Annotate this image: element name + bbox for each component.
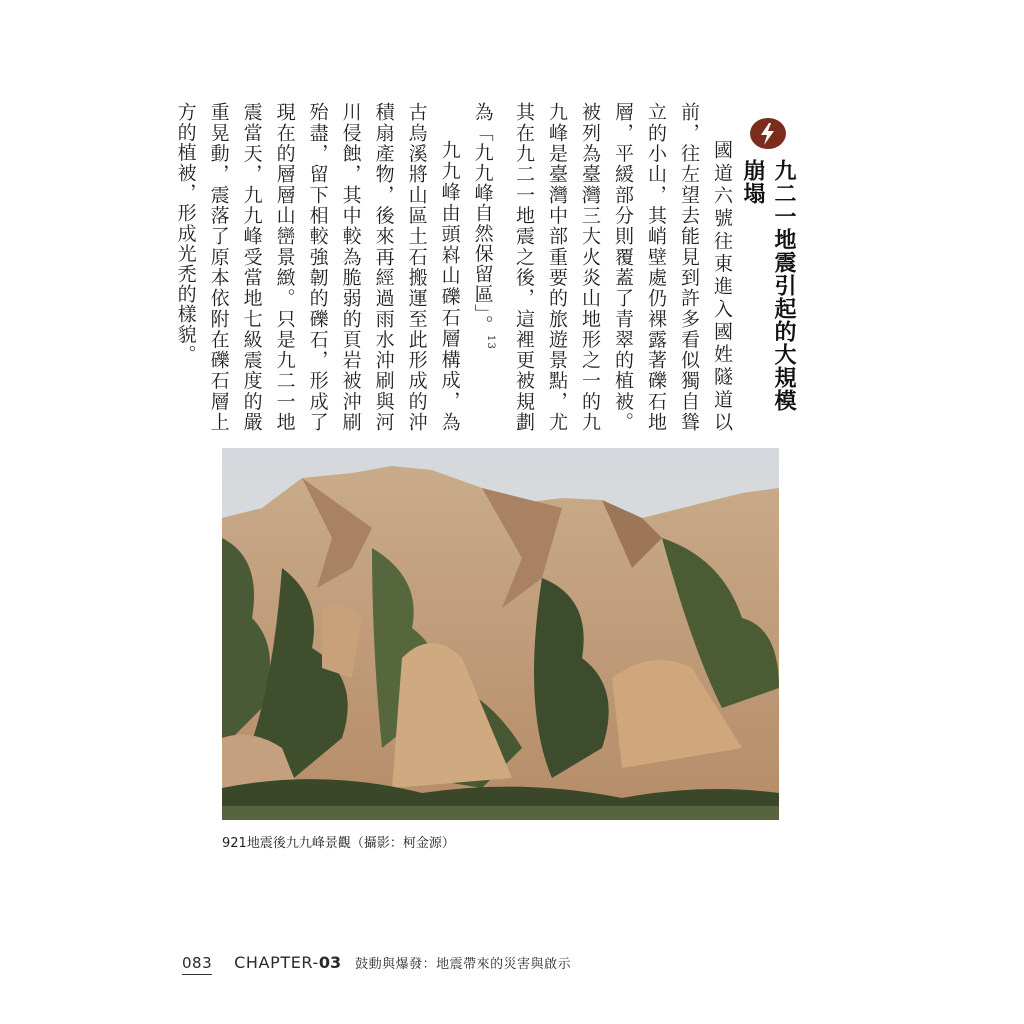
chapter-title: 鼓動與爆發：地震帶來的災害與啟示 bbox=[355, 957, 572, 972]
paragraph-text: 國道六號往東進入國姓隧道以前，往左望去能見到許多看似獨自聳立的小山，其峭壁處仍裸露著礫石地層，平緩部分則覆蓋了青翠的植被。被列為臺灣三大火炎山地形之一的九九峰是臺灣中部重要的旅遊景點，尤其在九二一地震之後，這裡更被規劃為「九九峰自然保留區」。 bbox=[471, 102, 733, 432]
article-body bbox=[174, 102, 738, 432]
paragraph: 九九峰由頭嵙山礫石層構成，為古烏溪將山區土石搬運至此形成的沖積扇產物，後來再經過雨水沖刷與河川侵蝕，其中較為脆弱的頁岩被沖刷殆盡，留下相較強韌的礫石，形成了現在的層層山巒景緻。只是九二一地震當天，九九峰受當地七級震度的嚴重晃動，震落了原本依附在礫石層上方的植被，形成光禿的樣貌。 bbox=[174, 102, 461, 432]
section-heading bbox=[740, 118, 796, 418]
page-footer bbox=[182, 953, 571, 975]
chapter-number: 03 bbox=[318, 953, 342, 972]
photo-caption: 921地震後九九峰景觀（攝影：柯金源） bbox=[222, 836, 455, 851]
chapter-label: CHAPTER- bbox=[234, 953, 319, 972]
landscape-photo bbox=[222, 448, 779, 820]
paragraph bbox=[466, 102, 738, 432]
lightning-icon bbox=[750, 118, 786, 149]
page-number: 083 bbox=[182, 954, 212, 975]
section-title: 九二一地震引起的大規模崩塌 bbox=[740, 159, 796, 413]
footnote-ref: 13 bbox=[485, 334, 496, 351]
